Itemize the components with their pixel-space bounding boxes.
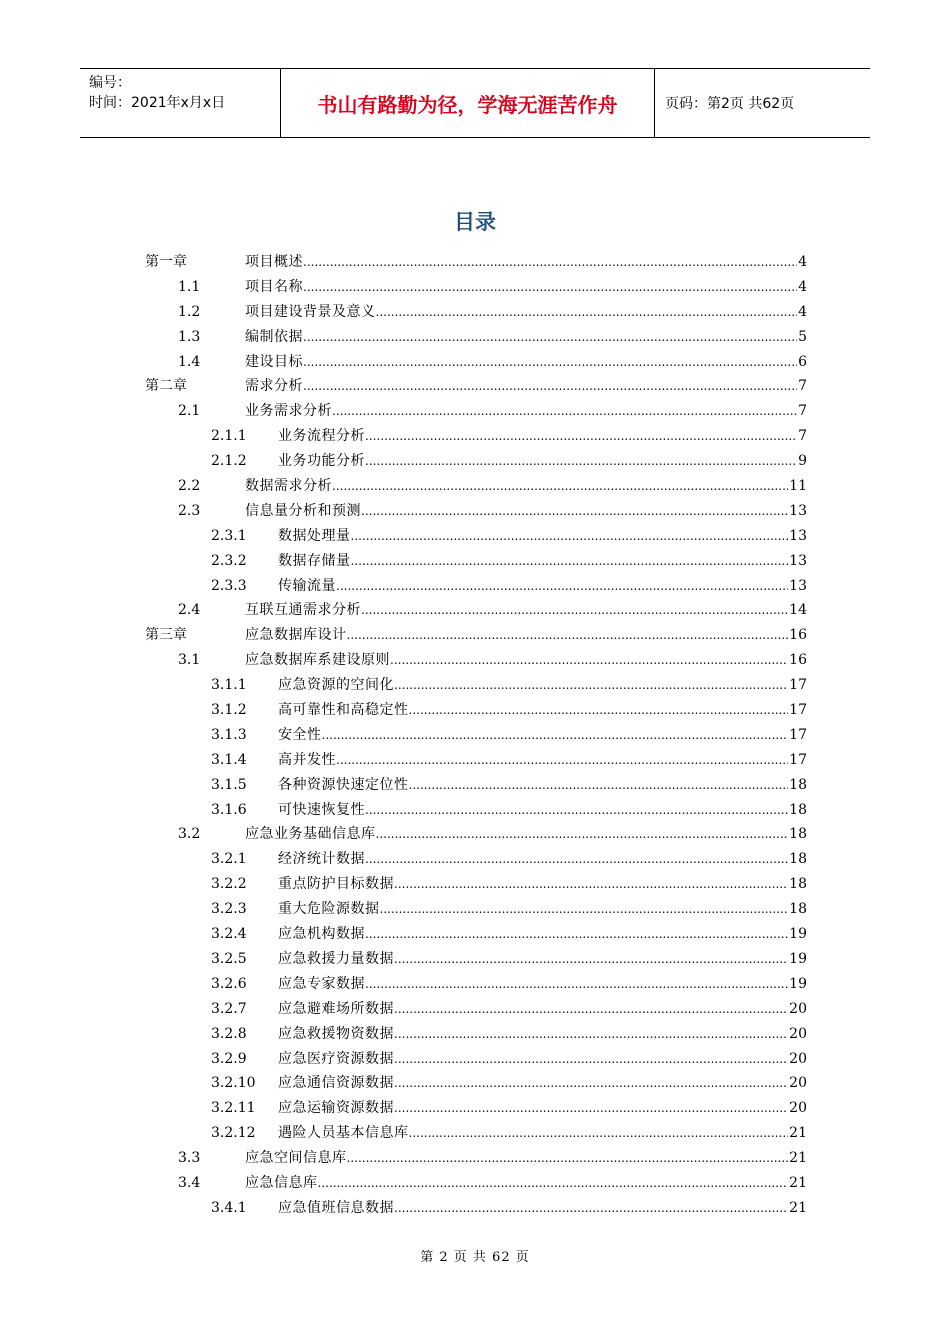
toc-entry-title: 高并发性 xyxy=(278,751,336,768)
toc-title: 目录 xyxy=(454,210,496,234)
toc-entry-page: 7 xyxy=(798,378,807,395)
toc-dot-leader xyxy=(336,748,788,773)
toc-dot-leader xyxy=(365,449,797,474)
toc-entry-page: 13 xyxy=(789,577,807,594)
toc-entry-number: 3.2.3 xyxy=(211,901,247,918)
toc-entry-page: 13 xyxy=(789,527,807,544)
toc-entry-page: 17 xyxy=(789,702,807,719)
toc-entry-number: 2.3 xyxy=(178,502,201,519)
toc-entry-page: 21 xyxy=(789,1150,807,1167)
toc-entry-page: 19 xyxy=(789,975,807,992)
toc-entry-title: 应急救援物资数据 xyxy=(278,1025,394,1042)
toc-dot-leader xyxy=(394,1196,788,1221)
toc-dot-leader xyxy=(409,1121,789,1146)
toc-entry-page: 17 xyxy=(789,751,807,768)
toc-entry[interactable] xyxy=(145,748,807,773)
toc-dot-leader xyxy=(394,673,788,698)
toc-entry-page: 16 xyxy=(789,627,807,644)
toc-dot-leader xyxy=(361,499,788,524)
toc-dot-leader xyxy=(365,798,788,823)
toc-entry[interactable] xyxy=(145,623,807,648)
header-page-info: 页码：第2页 共62页 xyxy=(665,96,795,112)
toc-entry-title: 数据处理量 xyxy=(278,527,351,544)
toc-entry[interactable] xyxy=(145,300,807,325)
toc-entry-number: 3.1.1 xyxy=(211,677,247,694)
toc-dot-leader xyxy=(365,922,788,947)
toc-entry-page: 18 xyxy=(789,876,807,893)
toc-entry-number: 3.4 xyxy=(178,1174,201,1191)
toc-entry-number: 3.2.1 xyxy=(211,851,247,868)
toc-entry-title: 建设目标 xyxy=(245,353,303,370)
toc-entry-page: 18 xyxy=(789,776,807,793)
toc-entry-page: 11 xyxy=(789,478,807,495)
toc-entry-page: 18 xyxy=(789,901,807,918)
toc-entry-number: 1.4 xyxy=(178,353,201,370)
toc-entry-page: 21 xyxy=(789,1125,807,1142)
toc-entry-number: 2.3.3 xyxy=(211,577,247,594)
document-number-label: 编号： xyxy=(89,75,131,91)
toc-entry-page: 4 xyxy=(798,278,807,295)
toc-entry[interactable] xyxy=(145,1022,807,1047)
toc-entry-number: 3.2.10 xyxy=(211,1075,256,1092)
toc-entry[interactable] xyxy=(145,673,807,698)
toc-entry[interactable] xyxy=(145,350,807,375)
toc-entry-number: 3.2.5 xyxy=(211,950,247,967)
toc-entry[interactable] xyxy=(145,474,807,499)
toc-entry[interactable] xyxy=(145,1171,807,1196)
toc-entry-title: 应急运输资源数据 xyxy=(278,1100,394,1117)
toc-entry-title: 项目概述 xyxy=(245,254,303,270)
toc-entry[interactable] xyxy=(145,872,807,897)
toc-entry-title: 应急专家数据 xyxy=(278,975,365,992)
toc-entry-number: 3.2.2 xyxy=(211,876,247,893)
toc-entry-title: 应急值班信息数据 xyxy=(278,1199,394,1216)
toc-entry[interactable] xyxy=(145,947,807,972)
toc-dot-leader xyxy=(332,399,797,424)
toc-entry-title: 经济统计数据 xyxy=(278,851,365,868)
toc-entry-number: 1.2 xyxy=(178,303,201,320)
toc-entry[interactable] xyxy=(145,1071,807,1096)
toc-entry-title: 遇险人员基本信息库 xyxy=(278,1125,409,1142)
toc-entry-number: 1.1 xyxy=(178,278,201,295)
toc-entry[interactable] xyxy=(145,325,807,350)
toc-entry-page: 4 xyxy=(798,303,807,320)
toc-dot-leader xyxy=(336,574,788,599)
toc-dot-leader xyxy=(365,424,797,449)
toc-dot-leader xyxy=(365,972,788,997)
toc-entry[interactable] xyxy=(145,499,807,524)
toc-entry-title: 应急机构数据 xyxy=(278,926,365,943)
toc-dot-leader xyxy=(347,623,789,648)
toc-entry-title: 高可靠性和高稳定性 xyxy=(278,702,409,719)
toc-entry-title: 应急数据库设计 xyxy=(245,627,347,644)
toc-entry-title: 应急业务基础信息库 xyxy=(245,826,376,843)
toc-entry-title: 互联互通需求分析 xyxy=(245,602,361,619)
toc-entry-title: 应急通信资源数据 xyxy=(278,1075,394,1092)
header-motto: 书山有路勤为径，学海无涯苦作舟 xyxy=(281,69,655,137)
page-header xyxy=(80,68,870,138)
toc-dot-leader xyxy=(394,1071,788,1096)
toc-entry-number: 2.1.2 xyxy=(211,453,247,470)
toc-entry[interactable] xyxy=(145,250,807,275)
toc-entry[interactable] xyxy=(145,773,807,798)
toc-entry-title: 项目建设背景及意义 xyxy=(245,303,376,320)
toc-dot-leader xyxy=(390,648,788,673)
toc-entry-number: 2.1.1 xyxy=(211,428,247,445)
document-time-label: 时间：2021年x月x日 xyxy=(89,95,226,111)
toc-dot-leader xyxy=(376,822,789,847)
toc-entry[interactable] xyxy=(145,374,807,399)
toc-dot-leader xyxy=(351,549,789,574)
toc-entry[interactable] xyxy=(145,723,807,748)
toc-entry[interactable] xyxy=(145,598,807,623)
toc-entry-title: 应急数据库系建设原则 xyxy=(245,652,390,669)
toc-entry-number: 3.4.1 xyxy=(211,1199,247,1216)
toc-entry-number: 3.1.2 xyxy=(211,702,247,719)
toc-entry-page: 20 xyxy=(789,1025,807,1042)
toc-entry[interactable] xyxy=(145,922,807,947)
toc-entry-number: 3.1 xyxy=(178,652,201,669)
toc-entry-title: 业务流程分析 xyxy=(278,428,365,445)
toc-entry-number: 2.1 xyxy=(178,403,201,420)
toc-entry-title: 重点防护目标数据 xyxy=(278,876,394,893)
toc-entry-page: 14 xyxy=(789,602,807,619)
toc-entry-title: 数据存储量 xyxy=(278,552,351,569)
toc-entry-page: 5 xyxy=(798,328,807,345)
toc-entry[interactable] xyxy=(145,549,807,574)
toc-entry[interactable] xyxy=(145,399,807,424)
toc-entry-page: 21 xyxy=(789,1199,807,1216)
toc-dot-leader xyxy=(303,250,797,275)
toc-entry[interactable] xyxy=(145,1146,807,1171)
toc-entry-number: 3.2.9 xyxy=(211,1050,247,1067)
toc-entry-number: 2.3.2 xyxy=(211,552,247,569)
toc-entry-page: 18 xyxy=(789,826,807,843)
toc-entry-title: 重大危险源数据 xyxy=(278,901,380,918)
toc-entry-title: 业务功能分析 xyxy=(278,453,365,470)
toc-entry-title: 业务需求分析 xyxy=(245,403,332,420)
toc-entry-page: 20 xyxy=(789,1075,807,1092)
toc-dot-leader xyxy=(332,474,788,499)
toc-entry[interactable] xyxy=(145,449,807,474)
toc-entry-number: 3.2.12 xyxy=(211,1125,256,1142)
toc-entry-title: 需求分析 xyxy=(245,378,303,395)
toc-entry-page: 4 xyxy=(798,254,807,270)
toc-entry-title: 应急信息库 xyxy=(245,1174,318,1191)
toc-dot-leader xyxy=(394,872,788,897)
toc-dot-leader xyxy=(376,300,798,325)
toc-entry-title: 可快速恢复性 xyxy=(278,801,365,818)
toc-dot-leader xyxy=(394,1022,788,1047)
toc-entry[interactable] xyxy=(145,822,807,847)
toc-entry-number: 3.2.11 xyxy=(211,1100,256,1117)
toc-entry[interactable] xyxy=(145,798,807,823)
toc-dot-leader xyxy=(303,374,797,399)
toc-entry-number: 3.2.4 xyxy=(211,926,247,943)
toc-entry[interactable] xyxy=(145,424,807,449)
toc-entry-number: 第一章 xyxy=(145,254,187,270)
toc-dot-leader xyxy=(318,1171,789,1196)
toc-entry-page: 18 xyxy=(789,801,807,818)
toc-entry-number: 3.2.7 xyxy=(211,1000,247,1017)
toc-dot-leader xyxy=(380,897,789,922)
toc-dot-leader xyxy=(361,598,788,623)
toc-entry-title: 安全性 xyxy=(278,726,322,743)
toc-dot-leader xyxy=(409,773,789,798)
toc-entry-page: 7 xyxy=(798,403,807,420)
toc-entry-title: 传输流量 xyxy=(278,577,336,594)
toc-entry-number: 3.2.6 xyxy=(211,975,247,992)
toc-entry-number: 3.1.6 xyxy=(211,801,247,818)
toc-dot-leader xyxy=(303,325,797,350)
page-footer: 第 2 页 共 62 页 xyxy=(420,1250,530,1265)
toc-entry[interactable] xyxy=(145,1196,807,1221)
toc-dot-leader xyxy=(322,723,789,748)
toc-entry-page: 9 xyxy=(798,453,807,470)
toc-entry-number: 3.2 xyxy=(178,826,201,843)
table-of-contents xyxy=(145,250,807,1221)
header-meta xyxy=(80,69,281,137)
toc-dot-leader xyxy=(347,1146,789,1171)
toc-entry-page: 13 xyxy=(789,552,807,569)
toc-entry-page: 17 xyxy=(789,677,807,694)
toc-entry-title: 应急救援力量数据 xyxy=(278,950,394,967)
toc-entry-number: 3.1.4 xyxy=(211,751,247,768)
toc-entry[interactable] xyxy=(145,574,807,599)
toc-entry[interactable] xyxy=(145,1096,807,1121)
toc-entry-page: 19 xyxy=(789,950,807,967)
toc-entry-title: 项目名称 xyxy=(245,278,303,295)
toc-entry-title: 编制依据 xyxy=(245,328,303,345)
toc-entry-number: 3.1.5 xyxy=(211,776,247,793)
toc-entry-page: 20 xyxy=(789,1050,807,1067)
toc-entry[interactable] xyxy=(145,847,807,872)
toc-entry-number: 第三章 xyxy=(145,627,187,644)
toc-entry-title: 应急资源的空间化 xyxy=(278,677,394,694)
toc-dot-leader xyxy=(365,847,788,872)
toc-entry-title: 数据需求分析 xyxy=(245,478,332,495)
toc-entry-number: 3.1.3 xyxy=(211,726,247,743)
toc-entry[interactable] xyxy=(145,897,807,922)
toc-entry-page: 13 xyxy=(789,502,807,519)
toc-dot-leader xyxy=(351,524,789,549)
toc-entry[interactable] xyxy=(145,698,807,723)
toc-entry-number: 3.3 xyxy=(178,1150,201,1167)
toc-dot-leader xyxy=(409,698,789,723)
toc-entry-page: 7 xyxy=(798,428,807,445)
toc-entry-page: 20 xyxy=(789,1100,807,1117)
toc-dot-leader xyxy=(394,1096,788,1121)
toc-entry-number: 第二章 xyxy=(145,378,187,395)
toc-entry-number: 3.2.8 xyxy=(211,1025,247,1042)
toc-entry[interactable] xyxy=(145,648,807,673)
toc-entry-title: 应急避难场所数据 xyxy=(278,1000,394,1017)
toc-entry-page: 20 xyxy=(789,1000,807,1017)
toc-entry[interactable] xyxy=(145,997,807,1022)
toc-entry-title: 应急医疗资源数据 xyxy=(278,1050,394,1067)
toc-entry-number: 1.3 xyxy=(178,328,201,345)
toc-dot-leader xyxy=(394,947,788,972)
toc-entry-page: 17 xyxy=(789,726,807,743)
toc-entry-title: 信息量分析和预测 xyxy=(245,502,361,519)
toc-entry[interactable] xyxy=(145,1121,807,1146)
toc-entry[interactable] xyxy=(145,1047,807,1072)
toc-dot-leader xyxy=(394,997,788,1022)
toc-entry-number: 2.4 xyxy=(178,602,201,619)
toc-entry[interactable] xyxy=(145,275,807,300)
toc-dot-leader xyxy=(303,350,797,375)
toc-entry[interactable] xyxy=(145,972,807,997)
toc-entry-number: 2.3.1 xyxy=(211,527,247,544)
toc-entry-page: 16 xyxy=(789,652,807,669)
toc-entry-page: 18 xyxy=(789,851,807,868)
toc-entry-title: 应急空间信息库 xyxy=(245,1150,347,1167)
toc-entry-title: 各种资源快速定位性 xyxy=(278,776,409,793)
toc-entry-page: 21 xyxy=(789,1174,807,1191)
toc-entry-page: 19 xyxy=(789,926,807,943)
toc-entry-number: 2.2 xyxy=(178,478,201,495)
toc-dot-leader xyxy=(394,1047,788,1072)
toc-entry-page: 6 xyxy=(798,353,807,370)
toc-entry[interactable] xyxy=(145,524,807,549)
toc-dot-leader xyxy=(303,275,797,300)
